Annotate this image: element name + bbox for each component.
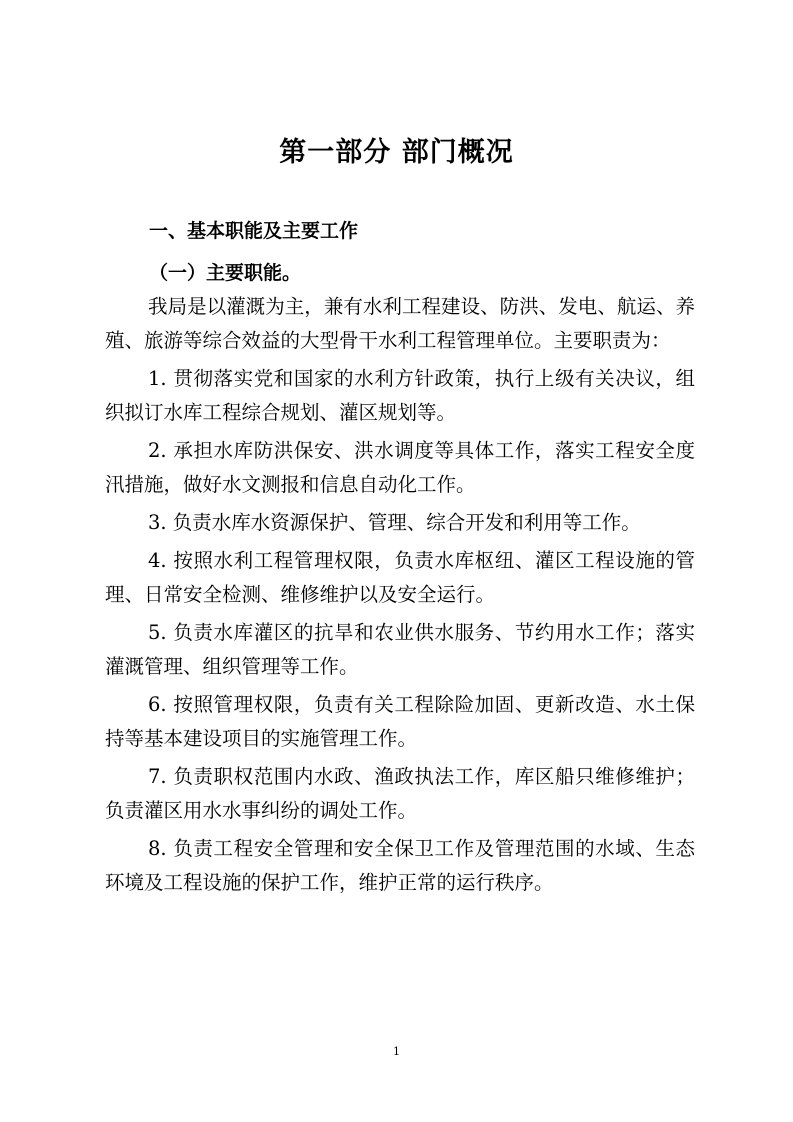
paragraph-item-2: 2. 承担水库防洪保安、洪水调度等具体工作，落实工程安全度汛措施，做好水文测报和信息自动化工作。: [105, 439, 695, 496]
paragraph-item-3: 3. 负责水库水资源保护、管理、综合开发和利用等工作。: [148, 511, 641, 534]
paragraph-item-8: 8. 负责工程安全管理和安全保卫工作及管理范围的水域、生态环境及工程设施的保护工作，维护正常的运行秩序。: [105, 837, 695, 894]
page-number: 1: [393, 1045, 400, 1058]
paragraph-item-5: 5. 负责水库灌区的抗旱和农业供水服务、节约用水工作；落实灌溉管理、组织管理等工作。: [105, 621, 695, 678]
paragraph-intro: 我局是以灌溉为主，兼有水利工程建设、防洪、发电、航运、养殖、旅游等综合效益的大型骨干水利工程管理单位。主要职责为：: [105, 295, 695, 352]
page-title: 第一部分 部门概况: [279, 137, 514, 168]
paragraph-item-7: 7. 负责职权范围内水政、渔政执法工作，库区船只维修维护；负责灌区用水水事纠纷的调处工作。: [105, 765, 695, 822]
section-heading: 一、基本职能及主要工作: [149, 220, 359, 242]
paragraph-item-1: 1. 贯彻落实党和国家的水利方针政策，执行上级有关决议，组织拟订水库工程综合规划、灌区规划等。: [105, 367, 695, 424]
paragraph-item-6: 6. 按照管理权限，负责有关工程除险加固、更新改造、水土保持等基本建设项目的实施管理工作。: [105, 693, 695, 750]
body-text: [105, 290, 695, 904]
sub-heading: （一）主要职能。: [149, 262, 302, 284]
paragraph-item-4: 4. 按照水利工程管理权限，负责水库枢纽、灌区工程设施的管理、日常安全检测、维修维护以及安全运行。: [105, 549, 695, 606]
